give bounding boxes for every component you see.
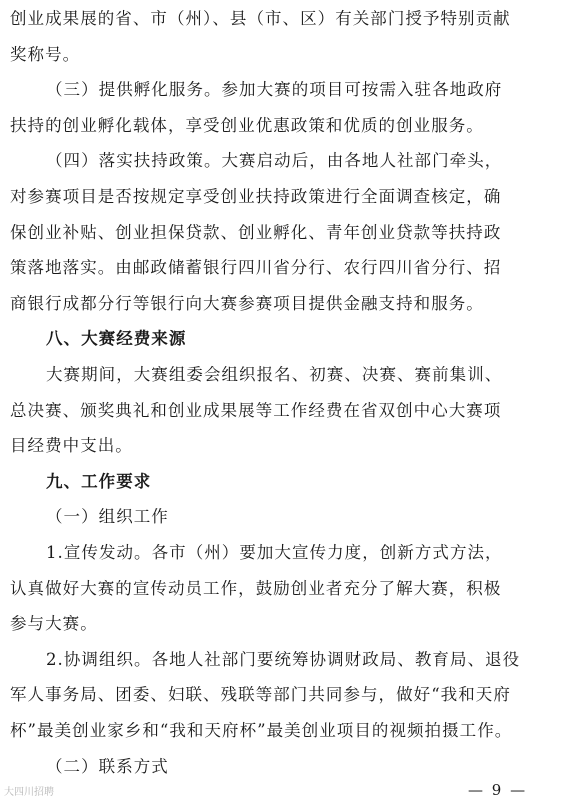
paragraph-line: （三）提供孵化服务。参加大赛的项目可按需入驻各地政府: [46, 80, 503, 100]
page-number: — 9 —: [468, 781, 528, 799]
paragraph-line: 商银行成都分行等银行向大赛参赛项目提供金融支持和服务。: [10, 293, 484, 313]
paragraph-line: 总决赛、颁奖典礼和创业成果展等工作经费在省双创中心大赛项: [10, 400, 502, 420]
paragraph-line: 奖称号。: [10, 44, 81, 64]
paragraph-line: 扶持的创业孵化载体，享受创业优惠政策和优质的创业服务。: [10, 115, 484, 135]
paragraph-line: 创业成果展的省、市（州）、县（市、区）有关部门授予特别贡献: [10, 9, 511, 28]
watermark-text: 大四川招聘: [4, 787, 54, 798]
paragraph-line: 大赛期间，大赛组委会组织报名、初赛、决赛、赛前集训、: [46, 365, 503, 384]
paragraph-line: （四）落实扶持政策。大赛启动后，由各地人社部门牵头，: [46, 151, 503, 171]
paragraph-line: 杯”最美创业家乡和“我和天府杯”最美创业项目的视频拍摄工作。: [10, 721, 513, 740]
paragraph-line: 2.协调组织。各地人社部门要统筹协调财政局、教育局、退役: [46, 649, 521, 669]
paragraph-line: 1.宣传发动。各市（州）要加大宣传力度，创新方式方法，: [46, 543, 503, 562]
paragraph-line: 目经费中支出。: [10, 436, 133, 456]
paragraph-line: （一）组织工作: [46, 507, 169, 527]
paragraph-line: 参与大赛。: [10, 614, 98, 634]
paragraph-line: 认真做好大赛的宣传动员工作，鼓励创业者充分了解大赛，积极: [10, 578, 502, 598]
section-heading: 九、工作要求: [46, 471, 152, 491]
paragraph-line: 策落地落实。由邮政储蓄银行四川省分行、农行四川省分行、招: [10, 258, 502, 278]
paragraph-line: 保创业补贴、创业担保贷款、创业孵化、青年创业贷款等扶持政: [10, 222, 502, 242]
paragraph-line: （二）联系方式: [46, 756, 169, 776]
section-heading: 八、大赛经费来源: [46, 329, 187, 349]
paragraph-line: 军人事务局、团委、妇联、残联等部门共同参与，做好“我和天府: [10, 685, 511, 705]
paragraph-line: 对参赛项目是否按规定享受创业扶持政策进行全面调查核定，确: [10, 187, 502, 206]
